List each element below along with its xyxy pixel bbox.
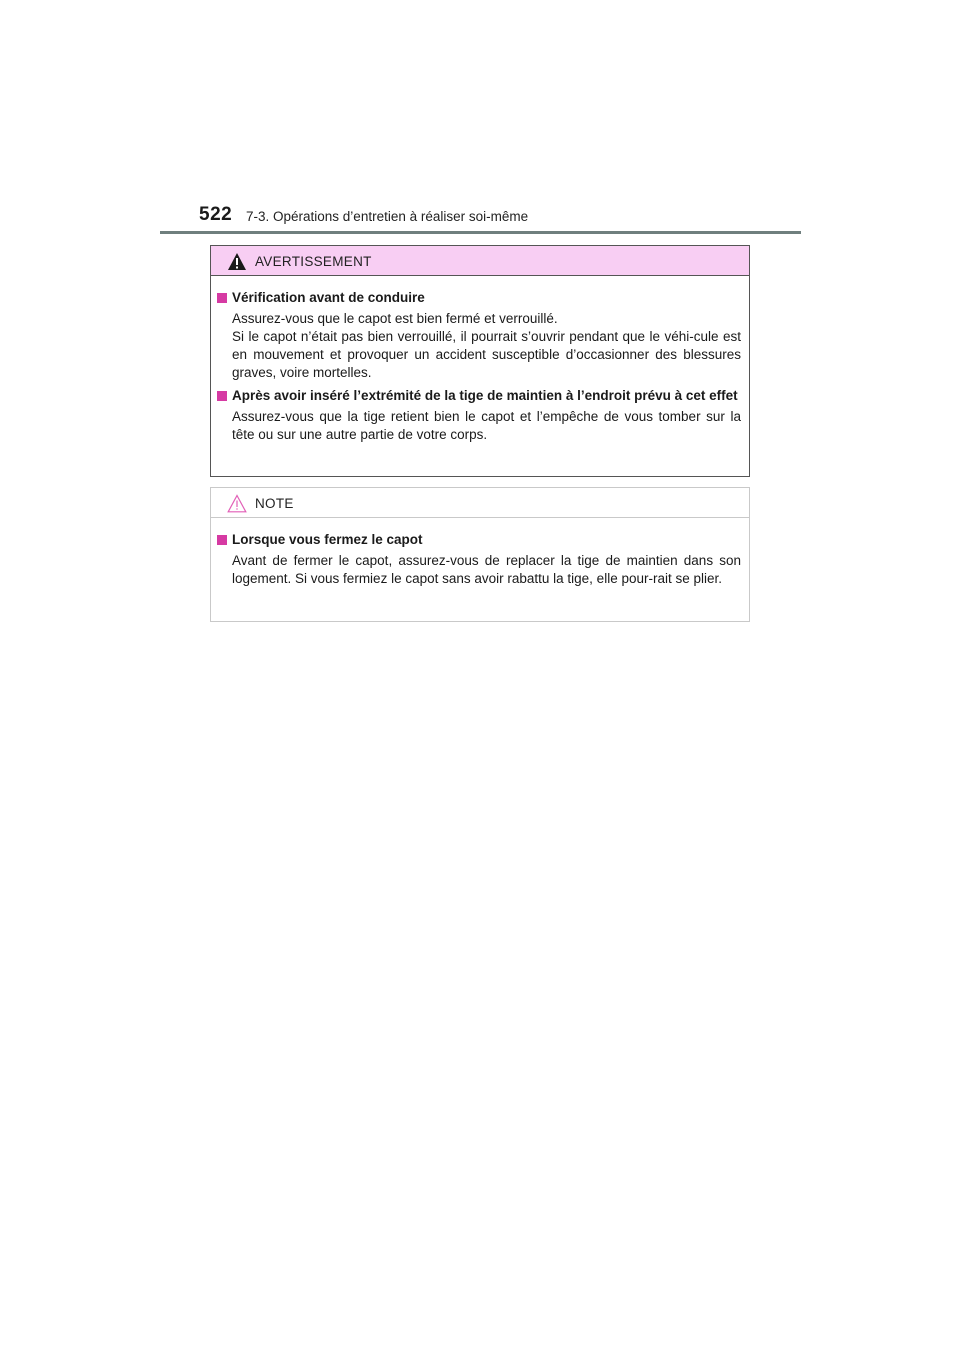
warning-item-title xyxy=(217,387,741,405)
warning-item-title-text: Vérification avant de conduire xyxy=(232,290,425,305)
warning-item-title-text: Après avoir inséré l’extrémité de la tige de maintien à l’endroit prévu à cet effet xyxy=(232,388,738,403)
page-number: 522 xyxy=(199,204,233,225)
note-item-title-text: Lorsque vous fermez le capot xyxy=(232,532,423,547)
warning-item-text: Si le capot n’était pas bien verrouillé, il pourrait s’ouvrir pendant que le véhi-cule est en mouvement et provoquer un accident susceptible d’occasionner des blessures graves, voire mortelles. xyxy=(232,329,741,380)
note-item xyxy=(217,531,741,588)
square-bullet-icon xyxy=(217,293,227,303)
note-label: NOTE xyxy=(255,496,294,511)
warning-header xyxy=(211,246,749,276)
warning-item xyxy=(217,387,741,444)
note-body xyxy=(211,518,749,588)
square-bullet-icon xyxy=(217,535,227,545)
warning-box xyxy=(210,245,750,477)
note-triangle-icon xyxy=(227,494,247,513)
section-title: 7-3. Opérations d’entretien à réaliser soi-même xyxy=(246,209,529,224)
warning-item-text: Assurez-vous que le capot est bien fermé et verrouillé. xyxy=(232,311,558,326)
warning-item-text: Assurez-vous que la tige retient bien le capot et l’empêche de vous tomber sur la tête ou sur une autre partie de votre corps. xyxy=(232,409,741,442)
note-item-text: Avant de fermer le capot, assurez-vous de replacer la tige de maintien dans son logement. Si vous fermiez le capot sans avoir rabattu la tige, elle pour-rait se plier. xyxy=(232,553,741,586)
warning-item xyxy=(217,289,741,382)
warning-item-title xyxy=(217,289,741,307)
warning-label: AVERTISSEMENT xyxy=(255,254,372,269)
note-box xyxy=(210,487,750,622)
warning-triangle-icon xyxy=(227,252,247,271)
warning-body xyxy=(211,276,749,444)
square-bullet-icon xyxy=(217,391,227,401)
note-item-title xyxy=(217,531,741,549)
note-header xyxy=(211,488,749,518)
header-rule xyxy=(160,231,801,234)
